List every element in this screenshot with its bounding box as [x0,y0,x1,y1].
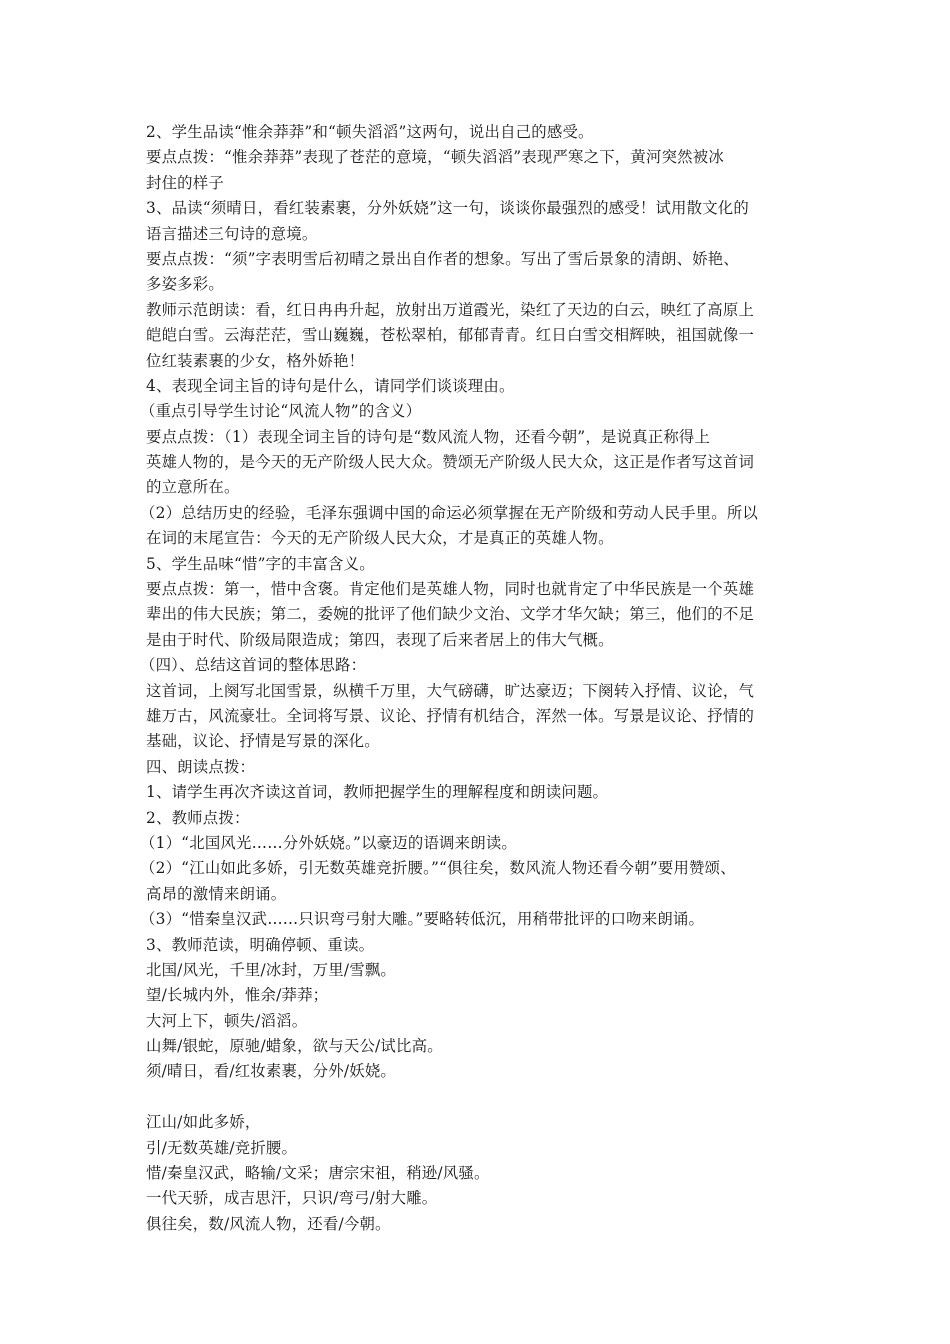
poem-line: 望/长城内外，惟余/莽莽； [146,986,329,1005]
poem-line: 俱往矣，数/风流人物，还看/今朝。 [146,1214,391,1233]
text-line: 5、学生品味“惜”字的丰富含义。 [146,554,375,573]
text-line: 四、朗读点拨： [146,757,256,776]
text-line: 基础，议论、抒情是写景的深化。 [146,732,380,751]
poem-line: 北国/风光，千里/冰封，万里/雪飘。 [146,960,397,979]
poem-line: 引/无数英雄/竞折腰。 [146,1138,298,1157]
text-line: 教师示范朗读：看，红日冉冉升起，放射出万道霞光，染红了天边的白云，映红了高原上 [146,300,755,319]
text-line: 是由于时代、阶级局限造成；第四，表现了后来者居上的伟大气概。 [146,630,614,649]
text-line: （重点引导学生讨论“风流人物”的含义） [140,402,422,421]
document-body [140,120,836,1237]
text-line: （2）“江山如此多娇，引无数英雄竞折腰。”“俱往矣，数风流人物还看今朝”要用赞颂、 [140,859,736,878]
text-line: 要点点拨：“须”字表明雪后初晴之景出自作者的想象。写出了雪后景象的清朗、娇艳、 [146,249,739,268]
text-line: 要点点拨：“惟余莽莽”表现了苍茫的意境，“顿失滔滔”表现严寒之下，黄河突然被冰 [146,148,724,167]
text-line: 3、教师范读，明确停顿、重读。 [146,935,375,954]
text-line: 英雄人物的，是今天的无产阶级人民大众。赞颂无产阶级人民大众，这正是作者写这首词 [146,453,755,472]
text-line: 语言描述三句诗的意境。 [146,224,318,243]
text-line: 1、请学生再次齐读这首词，教师把握学生的理解程度和朗读问题。 [146,783,609,802]
text-line: 的立意所在。 [146,478,240,497]
text-line: （四）、总结这首词的整体思路： [140,656,367,675]
poem-line: 一代天骄，成吉思汗，只识/弯弓/射大雕。 [146,1189,438,1208]
text-line: 2、学生品读“惟余莽莽”和“顿失滔滔”这两句，说出自己的感受。 [146,123,594,141]
text-line: （3）“惜秦皇汉武……只识弯弓射大雕。”要略转低沉，用稍带批评的口吻来朗诵。 [140,910,705,929]
poem-line: 山舞/银蛇，原驰/蜡象，欲与天公/试比高。 [146,1037,443,1056]
text-line: 皑皑白雪。云海茫茫，雪山巍巍，苍松翠柏，郁郁青青。红日白雪交相辉映，祖国就像一 [146,326,755,345]
text-line: 这首词，上阕写北国雪景，纵横千万里，大气磅礴，旷达豪迈；下阕转入抒情、议论，气 [146,681,755,700]
poem-line: 须/晴日，看/红妆素裹，分外/妖娆。 [146,1062,397,1081]
poem-line: 江山/如此多娇， [146,1113,261,1132]
text-line: 4、表现全词主旨的诗句是什么，请同学们谈谈理由。 [146,376,515,395]
blank-line [146,1085,836,1110]
text-line: 要点点拨：第一，惜中含褒。肯定他们是英雄人物，同时也就肯定了中华民族是一个英雄 [146,580,755,599]
text-line: 在词的末尾宣告：今天的无产阶级人民大众，才是真正的英雄人物。 [146,529,614,548]
text-line: 多姿多彩。 [146,275,224,294]
text-line: 要点点拨：（1）表现全词主旨的诗句是“数风流人物，还看今朝”，是说真正称得上 [146,427,711,446]
text-line: 2、教师点拨： [146,808,250,827]
text-line: （1）“北国风光……分外妖娆。”以豪迈的语调来朗读。 [140,833,518,852]
text-line: 封住的样子 [146,173,224,192]
text-line: 位红装素裹的少女，格外娇艳！ [146,351,365,370]
poem-line: 大河上下，顿失/滔滔。 [146,1011,308,1030]
text-line: （2）总结历史的经验，毛泽东强调中国的命运必须掌握在无产阶级和劳动人民手里。所以 [140,503,759,522]
text-line: 3、品读“须晴日，看红装素裹，分外妖娆”这一句，谈谈你最强烈的感受！试用散文化的 [146,199,749,218]
text-line: 雄万古，风流豪壮。全词将写景、议论、抒情有机结合，浑然一体。写景是议论、抒情的 [146,706,755,725]
text-line: 高昂的激情来朗诵。 [146,884,287,903]
poem-line: 惜/秦皇汉武，略输/文采；唐宗宋祖，稍逊/风骚。 [146,1164,490,1183]
text-line: 辈出的伟大民族；第二，委婉的批评了他们缺少文治、文学才华欠缺；第三，他们的不足 [146,605,755,624]
